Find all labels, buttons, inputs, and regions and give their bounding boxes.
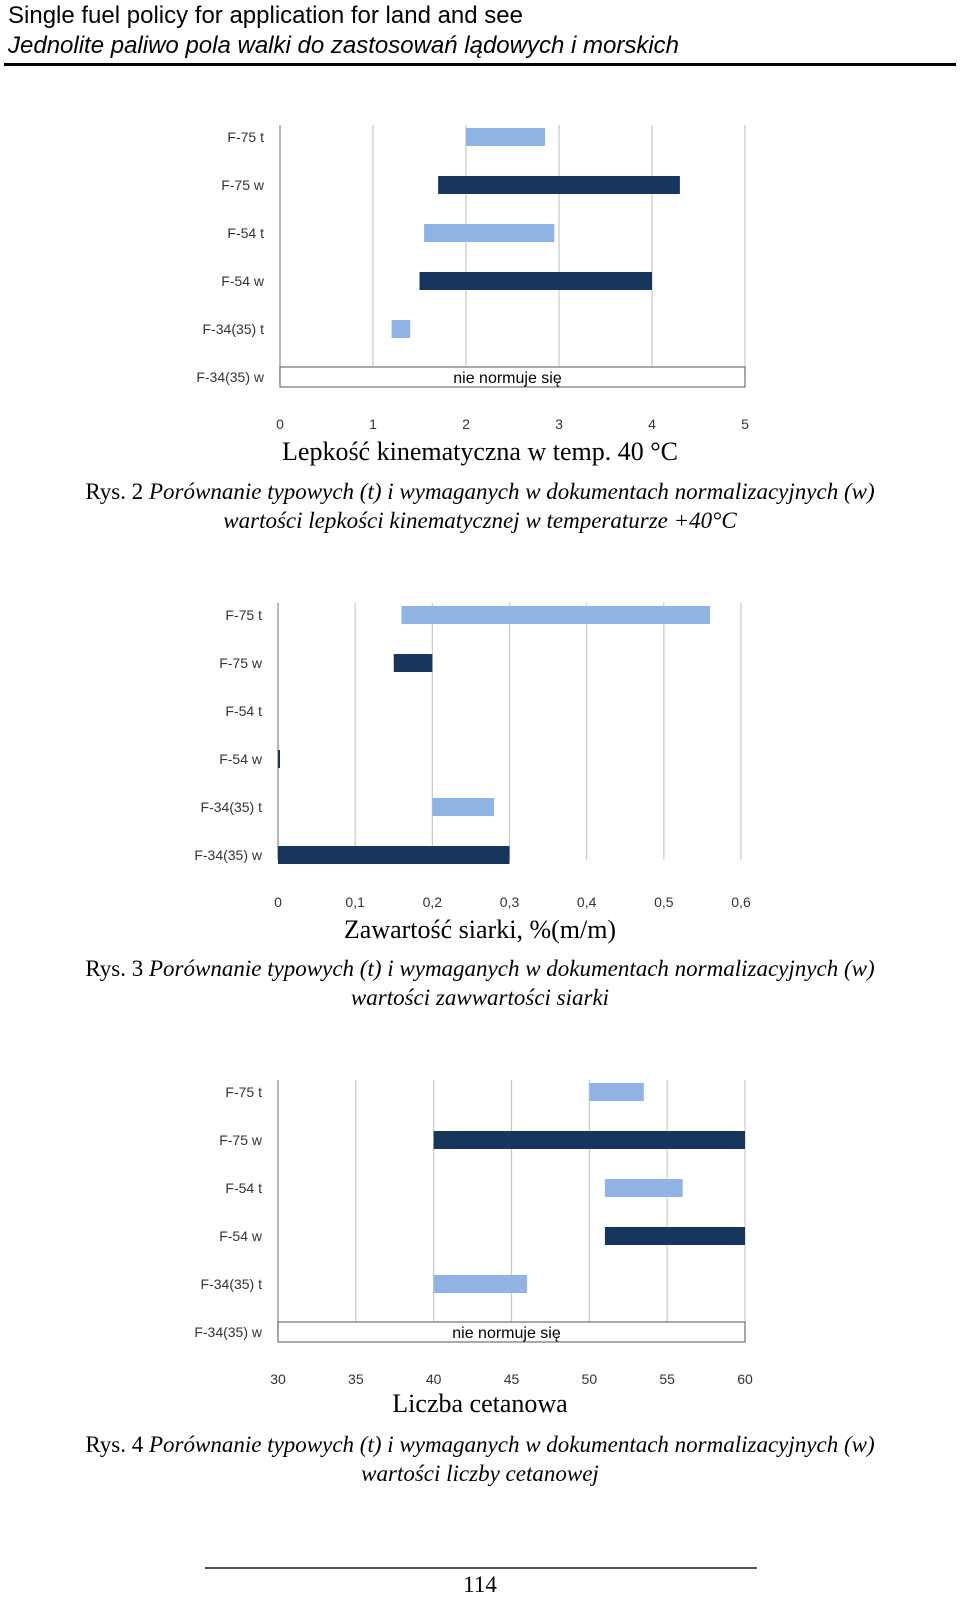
caption-line1: Porównanie typowych (t) i wymaganych w dokumentach normalizacyjnych (w) <box>149 956 875 981</box>
not-regulated-label: nie normuje się <box>452 1325 561 1342</box>
figure-caption-4 <box>0 1430 960 1488</box>
header-rule <box>4 63 956 66</box>
x-tick-label: 30 <box>270 1371 286 1387</box>
caption-line1: Porównanie typowych (t) i wymaganych w dokumentach normalizacyjnych (w) <box>149 479 875 504</box>
running-header-en: Single fuel policy for application for land and see <box>8 2 523 29</box>
figure-caption-3 <box>0 954 960 1012</box>
category-label: F-54 w <box>219 751 262 767</box>
range-bar-required <box>394 654 433 672</box>
range-bar-typical <box>424 224 554 242</box>
chart-xlabel-viscosity: Lepkość kinematyczna w temp. 40 °C <box>282 437 678 466</box>
range-bar-required <box>605 1227 745 1245</box>
running-header-pl: Jednolite paliwo pola walki do zastosowań lądowych i morskich <box>8 32 680 59</box>
category-label: F-34(35) t <box>200 1276 262 1292</box>
category-label: F-54 t <box>225 703 262 719</box>
category-label: F-75 t <box>227 129 264 145</box>
range-bar-typical <box>392 320 411 338</box>
category-label: F-75 w <box>219 1132 262 1148</box>
category-label: F-75 w <box>219 655 262 671</box>
x-tick-label: 35 <box>348 1371 364 1387</box>
caption-label: Rys. 3 <box>85 956 144 981</box>
caption-line1: Porównanie typowych (t) i wymaganych w dokumentach normalizacyjnych (w) <box>149 1432 875 1457</box>
x-tick-label: 40 <box>425 1371 442 1387</box>
chart-kinematic-viscosity <box>0 120 960 438</box>
caption-line2: wartości zawwartości siarki <box>350 985 610 1010</box>
category-label: F-34(35) t <box>200 799 262 815</box>
caption-label: Rys. 4 <box>85 1432 144 1457</box>
category-label: F-34(35) w <box>196 369 264 385</box>
range-bar-typical <box>605 1179 683 1197</box>
range-bar-typical <box>432 798 494 816</box>
caption-label: Rys. 2 <box>85 479 144 504</box>
caption-line2: wartości lepkości kinematycznej w temperaturze +40°C <box>223 508 737 533</box>
x-tick-label: 1 <box>369 416 377 432</box>
x-tick-label: 2 <box>462 416 470 432</box>
footer-rule <box>205 1567 757 1569</box>
category-label: F-34(35) w <box>194 847 262 863</box>
not-regulated-label: nie normuje się <box>453 370 562 387</box>
category-label: F-54 w <box>221 273 264 289</box>
category-label: F-75 t <box>225 1084 262 1100</box>
page-number: 114 <box>463 1572 497 1597</box>
chart-xlabel-cetane: Liczba cetanowa <box>392 1389 568 1418</box>
chart-sulfur-content <box>0 598 960 916</box>
category-label: F-75 t <box>225 607 262 623</box>
x-tick-label: 55 <box>659 1371 675 1387</box>
range-bar-required <box>278 750 280 768</box>
range-bar-required <box>434 1131 745 1149</box>
x-tick-label: 0,3 <box>499 894 520 910</box>
range-bar-typical <box>466 128 545 146</box>
category-label: F-34(35) w <box>194 1324 262 1340</box>
figure-caption-2 <box>0 477 960 535</box>
x-tick-label: 0,2 <box>422 894 443 910</box>
chart-cetane-number <box>0 1075 960 1393</box>
x-tick-label: 45 <box>503 1371 520 1387</box>
x-tick-label: 60 <box>737 1371 753 1387</box>
x-tick-label: 5 <box>741 416 749 432</box>
range-bar-typical <box>401 606 710 624</box>
range-bar-required <box>420 272 653 290</box>
x-tick-label: 0 <box>276 416 284 432</box>
category-label: F-54 w <box>219 1228 262 1244</box>
category-label: F-75 w <box>221 177 264 193</box>
x-tick-label: 0,1 <box>345 894 365 910</box>
x-tick-label: 4 <box>648 416 656 432</box>
range-bar-typical <box>434 1275 527 1293</box>
x-tick-label: 0 <box>274 894 282 910</box>
x-tick-label: 0,5 <box>654 894 674 910</box>
category-label: F-54 t <box>227 225 264 241</box>
x-tick-label: 0,4 <box>576 894 597 910</box>
caption-line2: wartości liczby cetanowej <box>361 1461 599 1486</box>
x-tick-label: 3 <box>555 416 563 432</box>
category-label: F-54 t <box>225 1180 262 1196</box>
range-bar-typical <box>589 1083 643 1101</box>
range-bar-required <box>278 846 510 864</box>
chart-xlabel-sulfur: Zawartość siarki, %(m/m) <box>343 915 617 944</box>
category-label: F-34(35) t <box>202 321 264 337</box>
x-tick-label: 0,6 <box>731 894 751 910</box>
range-bar-required <box>438 176 680 194</box>
x-tick-label: 50 <box>581 1371 598 1387</box>
